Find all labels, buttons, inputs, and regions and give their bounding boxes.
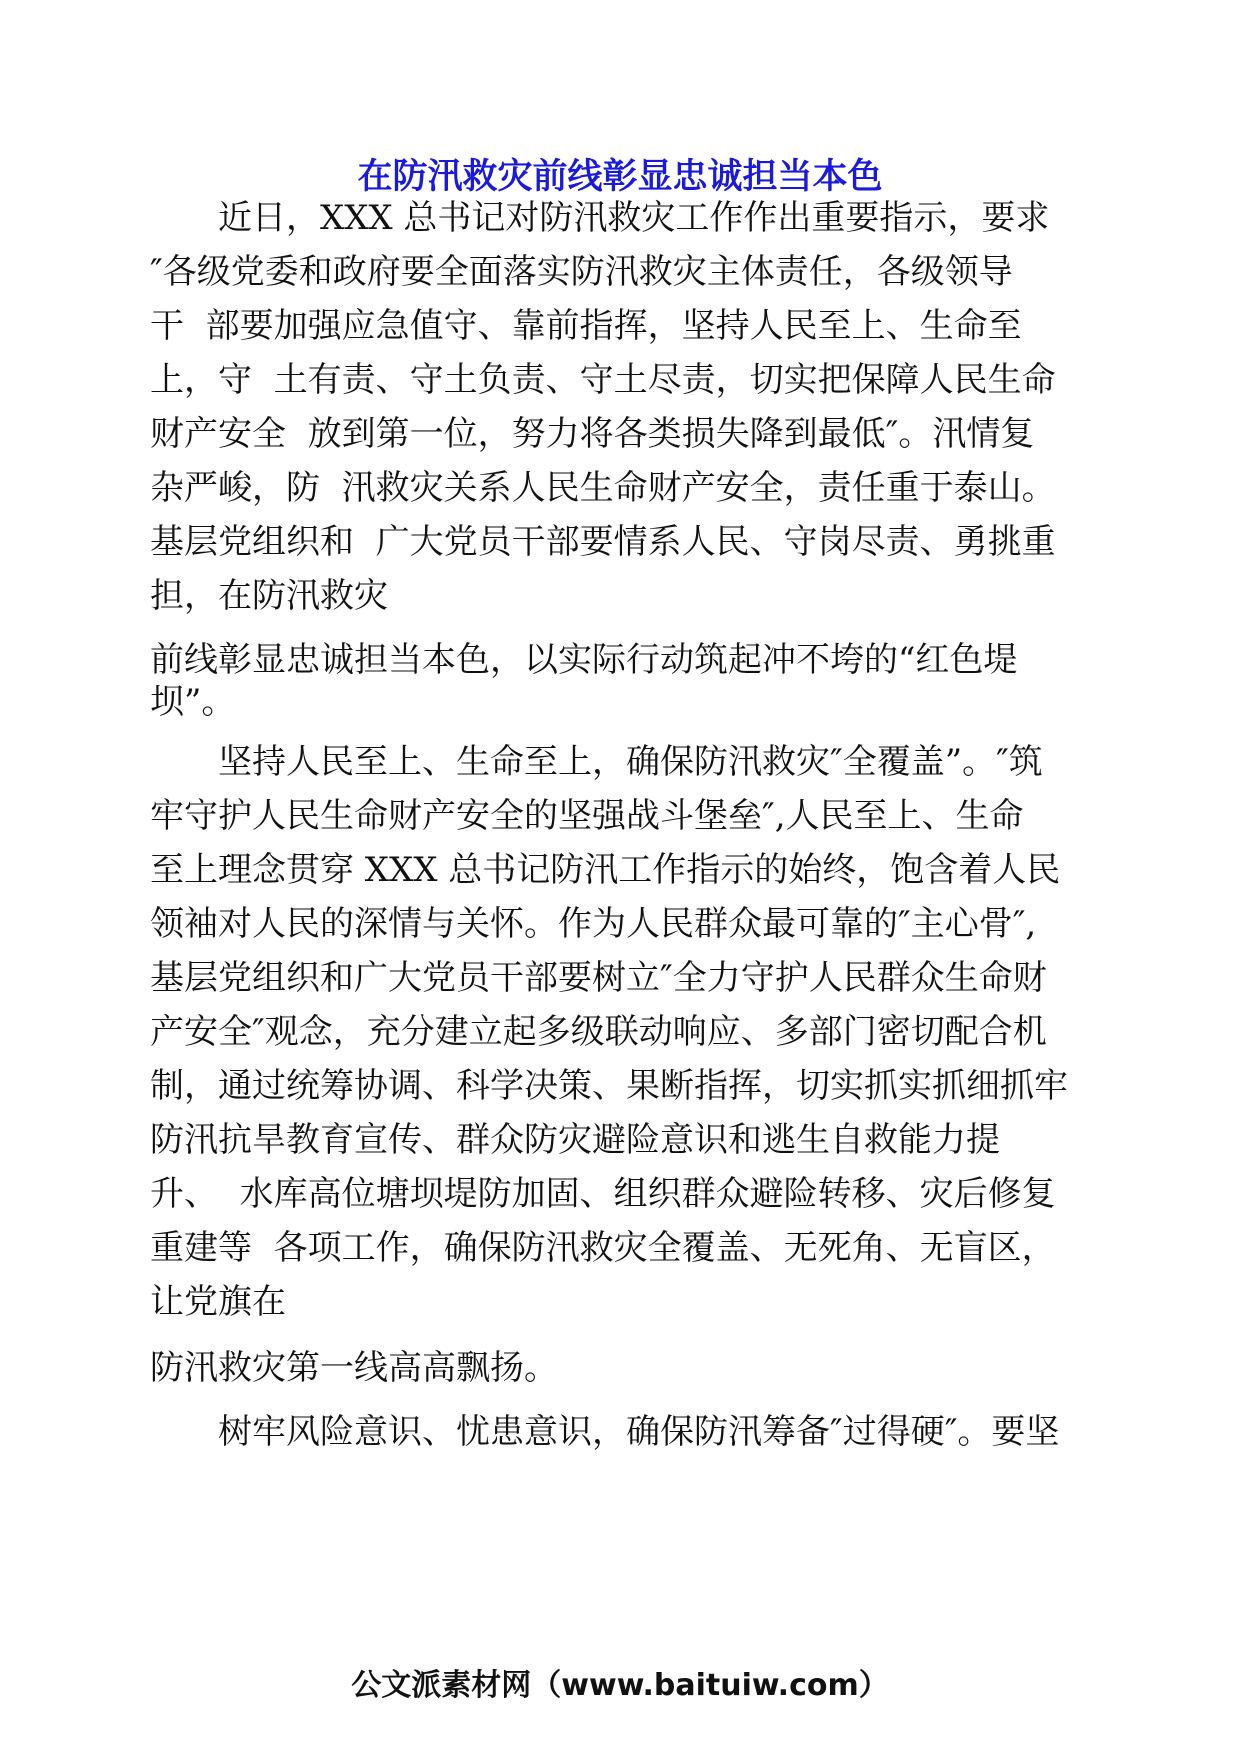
body-line: 产安全″观念，充分建立起多级联动响应、多部门密切配合机 [150,1012,1047,1052]
body-line: 基层党组织和 广大党员干部要情系人民、守岗尽责、勇挑重 [150,522,1056,562]
body-line: 升、 水库高位塘坝堤防加固、组织群众避险转移、灾后修复 [150,1174,1056,1214]
document-title: 在防汛救灾前线彰显忠诚担当本色 [357,157,883,197]
body-line: 财产安全 放到第一位，努力将各类损失降到最低″。汛情复 [150,414,1035,454]
body-line: 近日，XXX 总书记对防汛救灾工作作出重要指示，要求 [150,198,1050,238]
body-line: 坝”。 [150,682,236,722]
body-line: 防汛抗旱教育宣传、群众防灾避险意识和逃生自救能力提 [150,1120,1000,1160]
body-line: ″各级党委和政府要全面落实防汛救灾主体责任，各级领导 [150,252,1013,292]
body-line: 牢守护人民生命财产安全的坚强战斗堡垒″,人民至上、生命 [150,796,1024,836]
body-line: 干 部要加强应急值守、靠前指挥，坚持人民至上、生命至 [150,306,1022,346]
body-line: 领袖对人民的深情与关怀。作为人民群众最可靠的″主心骨″, [150,904,1037,944]
body-line: 上，守 土有责、守土负责、守土尽责，切实把保障人民生命 [150,360,1056,400]
body-line: 树牢风险意识、忧患意识，确保防汛筹备″过得硬″。要坚 [150,1412,1060,1452]
body-line: 制，通过统筹协调、科学决策、果断指挥，切实抓实抓细抓牢 [150,1066,1068,1106]
body-line: 防汛救灾第一线高高飘扬。 [150,1348,558,1388]
body-line: 重建等 各项工作，确保防汛救灾全覆盖、无死角、无盲区， [150,1228,1056,1268]
body-line: 至上理念贯穿 XXX 总书记防汛工作指示的始终，饱含着人民 [150,850,1061,890]
body-line: 基层党组织和广大党员干部要树立″全力守护人民群众生命财 [150,958,1047,998]
footer-watermark: 公文派素材网（www.baituiw.com） [351,1668,889,1703]
body-line: 让党旗在 [150,1282,286,1322]
body-line: 前线彰显忠诚担当本色，以实际行动筑起冲不垮的“红色堤 [150,640,1018,680]
body-line: 坚持人民至上、生命至上，确保防汛救灾″全覆盖”。″筑 [150,742,1043,782]
body-line: 杂严峻，防 汛救灾关系人民生命财产安全，责任重于泰山。 [150,468,1056,508]
body-line: 担，在防汛救灾 [150,576,388,616]
